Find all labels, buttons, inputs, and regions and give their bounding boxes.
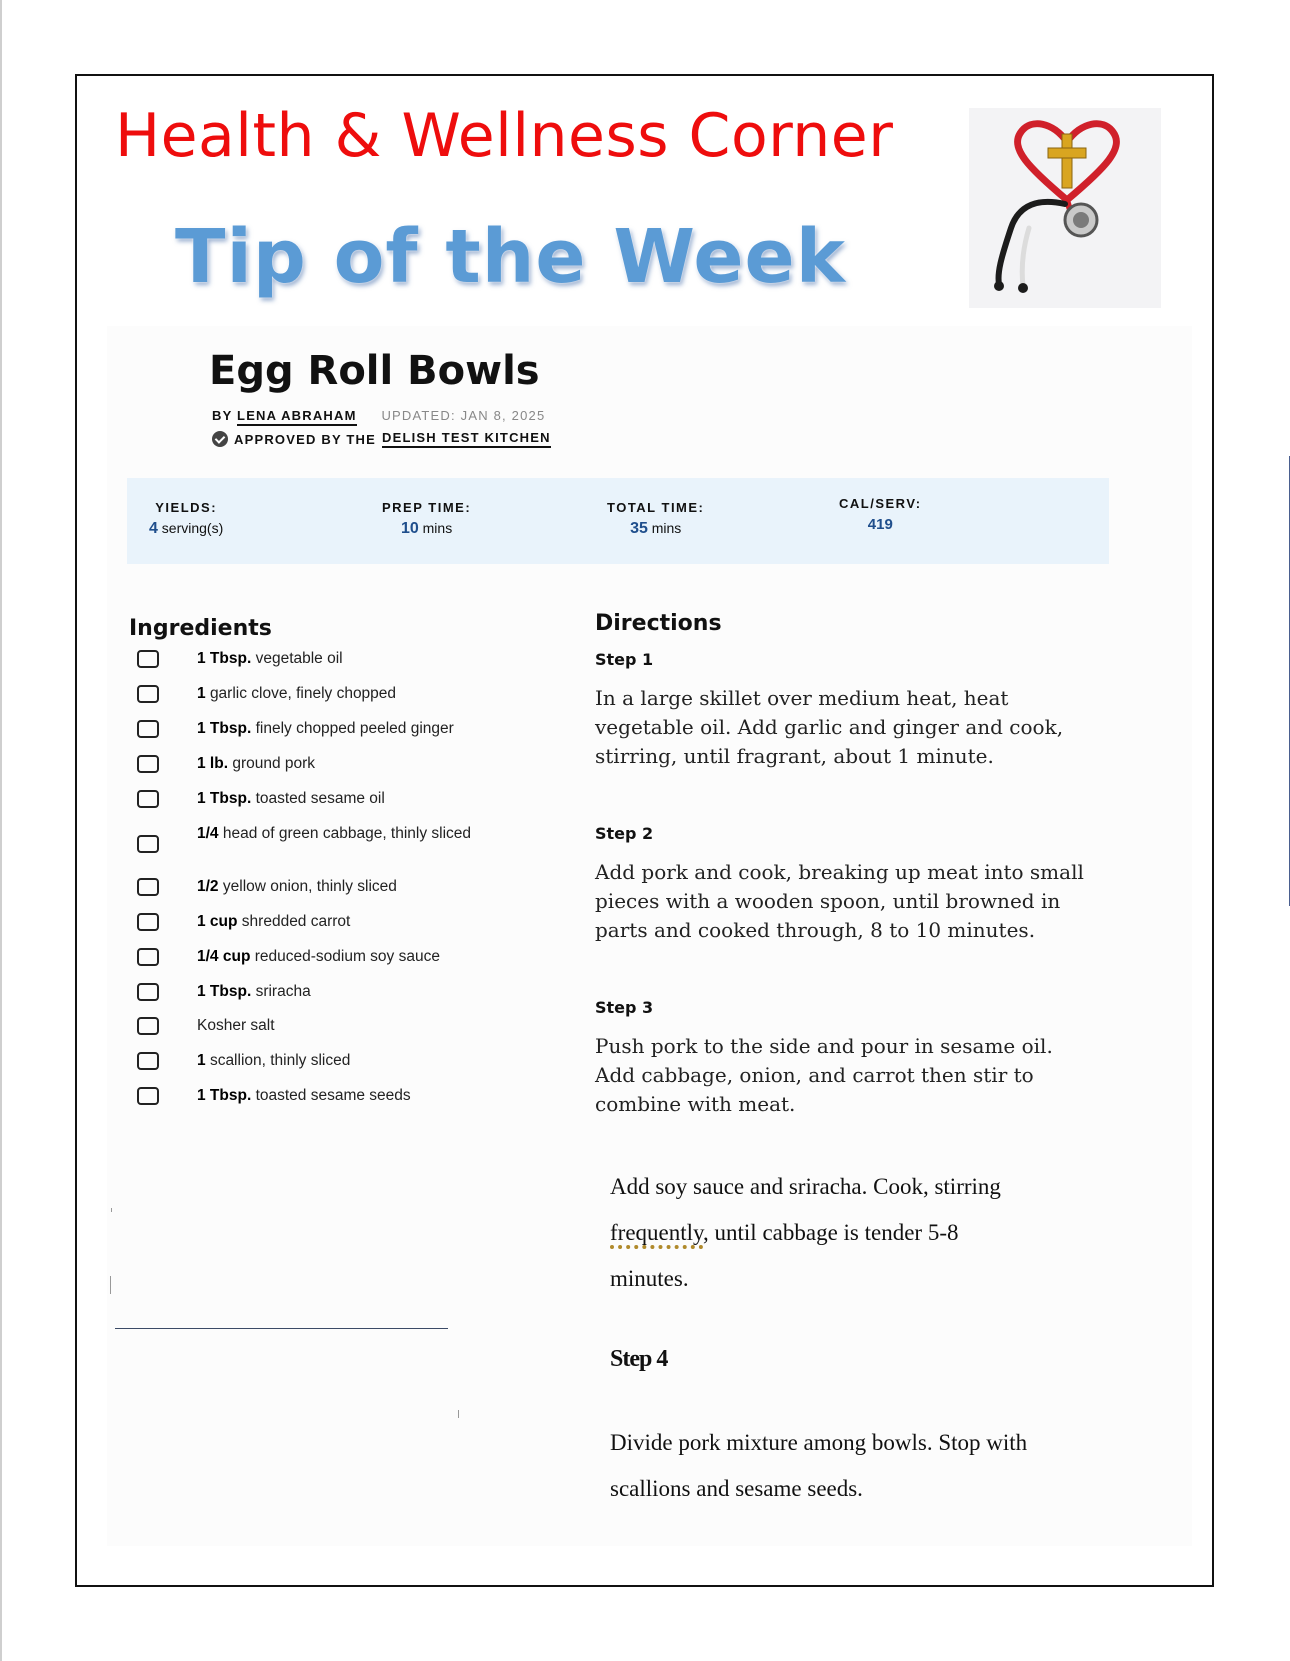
ingredient-checkbox[interactable] [137, 650, 159, 668]
ingredient-row [137, 1015, 557, 1037]
byline [212, 408, 545, 423]
step-1-text: In a large skillet over medium heat, heat vegetable oil. Add garlic and ginger and cook, stirring, until fragrant, about 1 minute. [595, 686, 1064, 768]
ingredient-checkbox[interactable] [137, 1017, 159, 1035]
recipe-title: Egg Roll Bowls [209, 348, 540, 394]
ingredient-text: 1 scallion, thinly sliced [197, 1052, 351, 1069]
horizontal-divider [115, 1328, 448, 1329]
stat-label: TOTAL TIME: [607, 500, 705, 515]
stat-value: 35 mins [630, 520, 682, 537]
check-badge-icon [212, 431, 228, 447]
ingredient-row [137, 1050, 557, 1072]
author-link[interactable]: LENA ABRAHAM [237, 408, 357, 426]
stray-mark [458, 1410, 459, 1418]
step-2-text: Add pork and cook, breaking up meat into small pieces with a wooden spoon, until browned in parts and cooked through, 8 to 10 minutes. [595, 860, 1084, 942]
stat-prep-time [382, 500, 471, 538]
ingredient-row [137, 981, 557, 1003]
step-2-label: Step 2 [595, 824, 654, 843]
ingredient-text: 1 Tbsp. toasted sesame seeds [197, 1087, 411, 1104]
stat-value: 419 [867, 516, 893, 533]
ingredient-checkbox[interactable] [137, 755, 159, 773]
directions-heading: Directions [595, 611, 722, 636]
approved-prefix: APPROVED BY THE [234, 431, 377, 447]
by-prefix: BY [212, 408, 233, 423]
recipe-stats [127, 478, 1109, 564]
ingredient-text: 1 garlic clove, finely chopped [197, 685, 397, 702]
stat-yields [149, 500, 223, 538]
left-edge-rule [0, 0, 2, 1661]
ingredient-checkbox[interactable] [137, 1087, 159, 1105]
ingredient-checkbox[interactable] [137, 983, 159, 1001]
step-4-label: Step 4 [610, 1346, 668, 1372]
ingredient-checkbox[interactable] [137, 835, 159, 853]
step-3-cont-line-1: Add soy sauce and sriracha. Cook, stirring [610, 1174, 1001, 1199]
ingredient-text: 1/4 cup reduced-sodium soy sauce [197, 948, 440, 965]
ingredient-row [137, 876, 557, 898]
stat-label: CAL/SERV: [839, 496, 922, 511]
step-3-continuation [610, 1164, 1080, 1302]
ingredient-row [137, 753, 557, 775]
ingredient-checkbox[interactable] [137, 1052, 159, 1070]
ingredient-text: 1/4 head of green cabbage, thinly sliced [197, 825, 472, 842]
ingredient-text: 1 Tbsp. finely chopped peeled ginger [197, 720, 454, 737]
ingredient-text: 1 lb. ground pork [197, 755, 316, 772]
stat-calories [839, 496, 922, 533]
ingredient-text: 1 Tbsp. sriracha [197, 983, 311, 1000]
approval-line [212, 430, 551, 448]
ingredient-row [137, 946, 557, 968]
ingredient-row [137, 718, 557, 740]
step-4-text: Divide pork mixture among bowls. Stop with scallions and sesame seeds. [610, 1430, 1028, 1501]
stat-total-time [607, 500, 704, 538]
stat-value: 10 mins [400, 520, 453, 537]
ingredient-text: Kosher salt [197, 1017, 275, 1034]
ingredient-checkbox[interactable] [137, 790, 159, 808]
stat-label: PREP TIME: [382, 500, 472, 515]
step-3-text: Push pork to the side and pour in sesame oil. Add cabbage, onion, and carrot then stir to combine with meat. [595, 1034, 1053, 1116]
ingredient-checkbox[interactable] [137, 878, 159, 896]
ingredient-row [137, 648, 557, 670]
ingredient-row [137, 911, 557, 933]
tip-of-week-heading: Tip of the Week [175, 214, 846, 300]
stat-value: 4 serving(s) [149, 520, 224, 537]
ingredient-checkbox[interactable] [137, 948, 159, 966]
ingredient-text: 1 Tbsp. toasted sesame oil [197, 790, 385, 807]
stray-mark [111, 1208, 112, 1212]
ingredient-checkbox[interactable] [137, 913, 159, 931]
stat-label: YIELDS: [155, 500, 218, 515]
step-3-cont-line-2: , until cabbage is tender 5-8 [703, 1220, 959, 1245]
heart-stethoscope-cross-icon [969, 108, 1161, 308]
ingredient-row [137, 823, 557, 853]
newsletter-title: Health & Wellness Corner [115, 101, 894, 171]
ingredient-text: 1 Tbsp. vegetable oil [197, 650, 343, 667]
ingredient-checkbox[interactable] [137, 720, 159, 738]
ingredients-heading: Ingredients [129, 616, 272, 641]
spellcheck-flagged-word[interactable]: frequently [610, 1220, 703, 1249]
stray-mark [110, 1276, 111, 1294]
ingredient-row [137, 788, 557, 810]
ingredient-row [137, 683, 557, 705]
updated-date: UPDATED: JAN 8, 2025 [381, 408, 546, 423]
ingredient-row [137, 1085, 557, 1107]
step-3-cont-line-3: minutes. [610, 1266, 689, 1291]
ingredient-text: 1/2 yellow onion, thinly sliced [197, 878, 397, 895]
ingredient-text: 1 cup shredded carrot [197, 913, 351, 930]
step-1-label: Step 1 [595, 650, 654, 669]
ingredient-checkbox[interactable] [137, 685, 159, 703]
test-kitchen-link[interactable]: DELISH TEST KITCHEN [382, 430, 551, 448]
step-3-label: Step 3 [595, 998, 654, 1017]
